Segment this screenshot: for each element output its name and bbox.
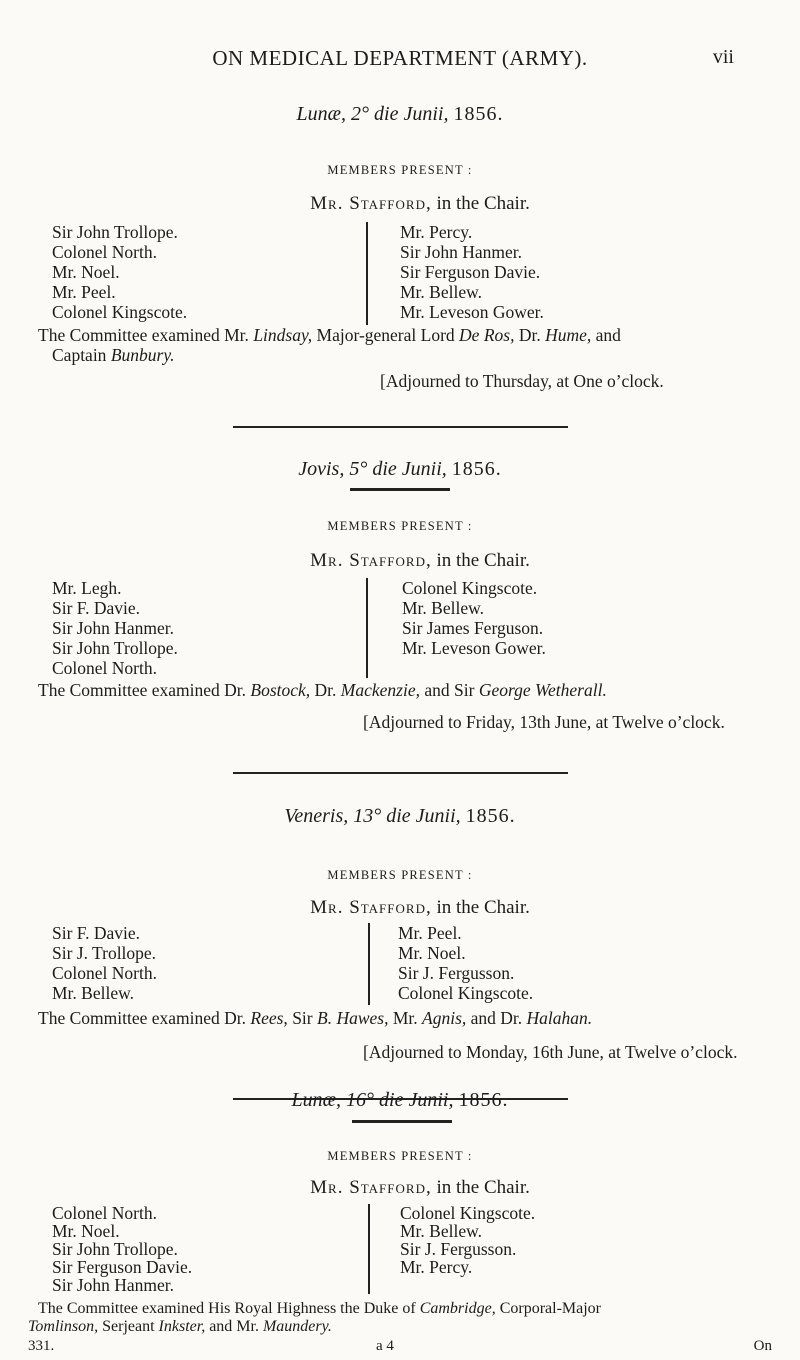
session-4-chair: Mr. Stafford, in the Chair. — [310, 1177, 530, 1198]
session-4-right-members: Colonel Kingscote. Mr. Bellew. Sir J. Fergusson. Mr. Percy. — [400, 1203, 536, 1277]
session-3-chair: Mr. Stafford, in the Chair. — [310, 897, 530, 918]
session-4-examined: The Committee examined His Royal Highness the Duke of Cambridge, Corporal-Major — [38, 1300, 602, 1317]
date-underline — [350, 488, 450, 491]
footer-signature-mark: a 4 — [376, 1338, 394, 1354]
session-2-adjourned: [Adjourned to Friday, 13th June, at Twelve o’clock. — [363, 712, 725, 732]
running-head: ON MEDICAL DEPARTMENT (ARMY). — [212, 46, 588, 70]
session-3-right-members: Mr. Peel. Mr. Noel. Sir J. Fergusson. Colonel Kingscote. — [398, 923, 534, 1003]
session-1-examined: The Committee examined Mr. Lindsay, Major-general Lord De Ros, Dr. Hume, and Captain Bunbury. — [38, 325, 621, 365]
session-4-column-divider — [368, 1204, 370, 1294]
session-1-column-divider — [366, 222, 368, 325]
section-divider — [233, 426, 568, 428]
page-footer — [28, 1338, 778, 1358]
witness-name: Tomlinson, — [28, 1318, 99, 1335]
session-4-left-members: Colonel North. Mr. Noel. Sir John Trollope. Sir Ferguson Davie. Sir John Hanmer. — [52, 1203, 193, 1295]
session-3-members-present: MEMBERS PRESENT : — [327, 868, 473, 882]
session-2-members-present: MEMBERS PRESENT : — [327, 519, 473, 533]
session-4-members-present: MEMBERS PRESENT : — [327, 1149, 473, 1163]
session-3-adjourned: [Adjourned to Monday, 16th June, at Twelve o’clock. — [363, 1042, 738, 1062]
session-2-column-divider — [366, 578, 368, 678]
footer-catchword: On — [753, 1338, 772, 1354]
session-3-column-divider — [368, 923, 370, 1005]
page-number: vii — [712, 46, 734, 68]
session-1-adjourned: [Adjourned to Thursday, at One o’clock. — [380, 371, 664, 391]
session-3-left-members: Sir F. Davie. Sir J. Trollope. Colonel North. Mr. Bellew. — [52, 923, 157, 1003]
witness-name: Inkster, — [158, 1318, 206, 1335]
session-2-right-members: Colonel Kingscote. Mr. Bellew. Sir James Ferguson. Mr. Leveson Gower. — [402, 578, 546, 658]
session-1-left-members: Sir John Trollope. Colonel North. Mr. Noel. Mr. Peel. Colonel Kingscote. — [52, 222, 188, 322]
session-3-examined: The Committee examined Dr. Rees, Sir B. Hawes, Mr. Agnis, and Dr. Halahan. — [38, 1008, 593, 1028]
session-1-chair: Mr. Stafford, in the Chair. — [310, 193, 530, 214]
examined-text: Serjeant — [98, 1318, 159, 1335]
session-2-date: Jovis, 5° die Junii, 1856. — [298, 458, 502, 480]
session-4-examined-line2 — [28, 1318, 332, 1336]
session-1-members-present: MEMBERS PRESENT : — [327, 163, 473, 177]
date-underline — [352, 1120, 452, 1123]
session-2-examined: The Committee examined Dr. Bostock, Dr. Mackenzie, and Sir George Wetherall. — [38, 680, 607, 700]
witness-name: Maundery. — [262, 1318, 332, 1335]
session-2-chair: Mr. Stafford, in the Chair. — [310, 550, 530, 571]
footer-left: 331. — [28, 1338, 55, 1354]
session-1-date: Lunæ, 2° die Junii, 1856. — [296, 103, 504, 125]
session-3-date: Veneris, 13° die Junii, 1856. — [284, 805, 516, 827]
session-1-right-members: Mr. Percy. Sir John Hanmer. Sir Ferguson Davie. Mr. Bellew. Mr. Leveson Gower. — [400, 222, 544, 322]
examined-text: and Mr. — [205, 1318, 263, 1335]
session-2-left-members: Mr. Legh. Sir F. Davie. Sir John Hanmer. Sir John Trollope. Colonel North. — [52, 578, 178, 678]
section-divider — [233, 772, 568, 774]
session-4-date: Lunæ, 16° die Junii, 1856. — [291, 1089, 509, 1111]
